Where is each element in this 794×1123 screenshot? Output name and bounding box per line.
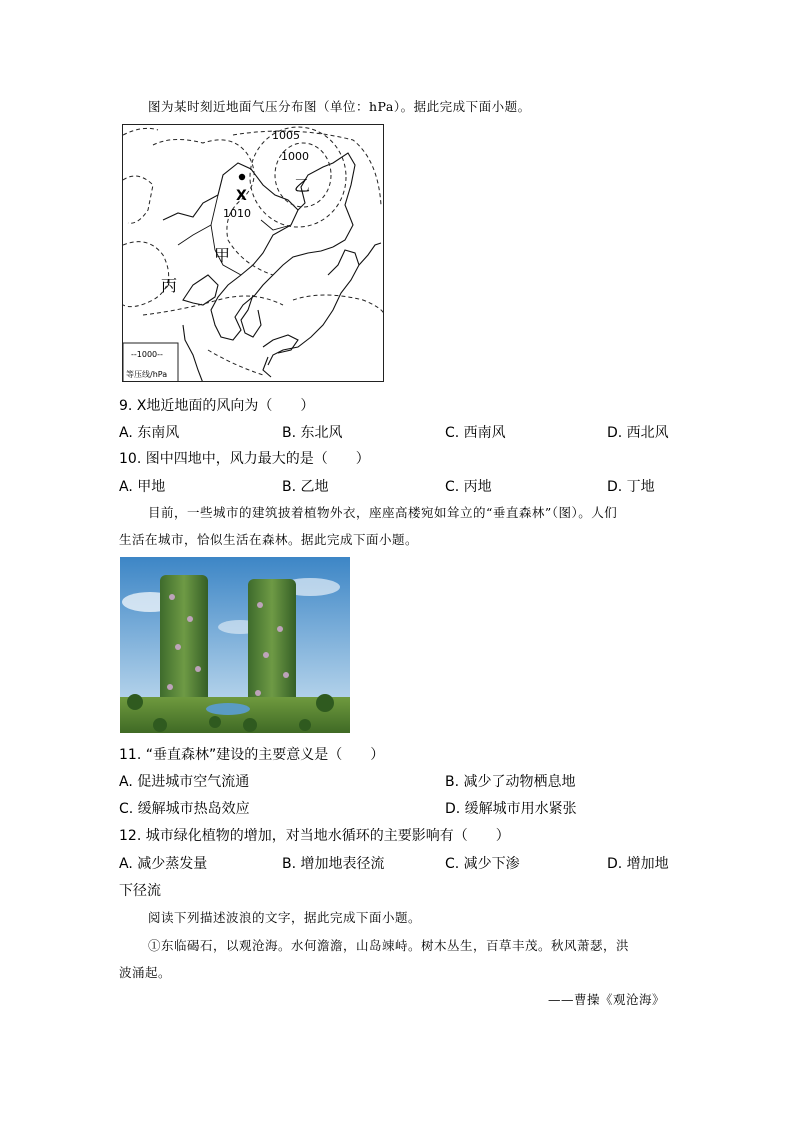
point-dot [239,174,245,180]
pressure-map-figure [122,124,384,382]
pressure-map-svg [123,125,384,382]
q12-option-b[interactable]: B. 增加地表径流 [282,856,385,872]
isobar-label-1000: 1000 [281,150,309,163]
q11-option-c[interactable]: C. 缓解城市热岛效应 [119,801,250,817]
point-x-label: X [236,188,247,204]
q12-option-a[interactable]: A. 减少蒸发量 [119,856,208,872]
question-12: 12. 城市绿化植物的增加，对当地水循环的主要影响有（ ） [119,828,510,844]
vertical-forest-svg [120,557,350,733]
q10-option-d[interactable]: D. 丁地 [607,479,655,495]
legend-text: 等压线/hPa [126,370,168,379]
poem-line-2: 波涌起。 [119,965,172,980]
q9-option-d[interactable]: D. 西北风 [607,425,669,441]
q11-option-a[interactable]: A. 促进城市空气流通 [119,774,250,790]
q12-option-c[interactable]: C. 减少下渗 [445,856,520,872]
q9-option-c[interactable]: C. 西南风 [445,425,506,441]
q12-option-d-wrap: 下径流 [119,883,161,899]
q10-option-a[interactable]: A. 甲地 [119,479,166,495]
q9-option-b[interactable]: B. 东北风 [282,425,343,441]
intro-vertical-forest-2: 生活在城市，恰似生活在森林。据此完成下面小题。 [119,532,419,547]
label-yi: 乙 [294,176,311,195]
legend-line: --1000-- [131,350,163,359]
question-11: 11. “垂直森林”建设的主要意义是（ ） [119,747,385,763]
q12-option-d[interactable]: D. 增加地 [607,856,669,872]
intro-waves: 阅读下列描述波浪的文字，据此完成下面小题。 [148,910,422,925]
question-10: 10. 图中四地中，风力最大的是（ ） [119,451,370,467]
q9-option-a[interactable]: A. 东南风 [119,425,180,441]
q10-option-c[interactable]: C. 丙地 [445,479,492,495]
q11-option-d[interactable]: D. 缓解城市用水紧张 [445,801,577,817]
label-jia: 甲 [214,246,231,265]
isobar-label-1010: 1010 [223,207,251,220]
poem-attribution: ——曹操《观沧海》 [548,992,666,1007]
question-9: 9. X地近地面的风向为（ ） [119,398,315,414]
q11-option-b[interactable]: B. 减少了动物栖息地 [445,774,576,790]
isobar-label-1005: 1005 [272,129,300,142]
coastline [163,153,381,382]
vertical-forest-photo [120,557,350,733]
intro-vertical-forest-1: 目前，一些城市的建筑披着植物外衣，座座高楼宛如耸立的“垂直森林”（图）。人们 [148,505,618,520]
q10-option-b[interactable]: B. 乙地 [282,479,329,495]
label-bing: 丙 [161,276,178,295]
poem-line-1: ①东临碣石，以观沧海。水何澹澹，山岛竦峙。树木丛生，百草丰茂。秋风萧瑟，洪 [148,938,630,953]
intro-pressure-map: 图为某时刻近地面气压分布图（单位：hPa）。据此完成下面小题。 [148,99,531,114]
